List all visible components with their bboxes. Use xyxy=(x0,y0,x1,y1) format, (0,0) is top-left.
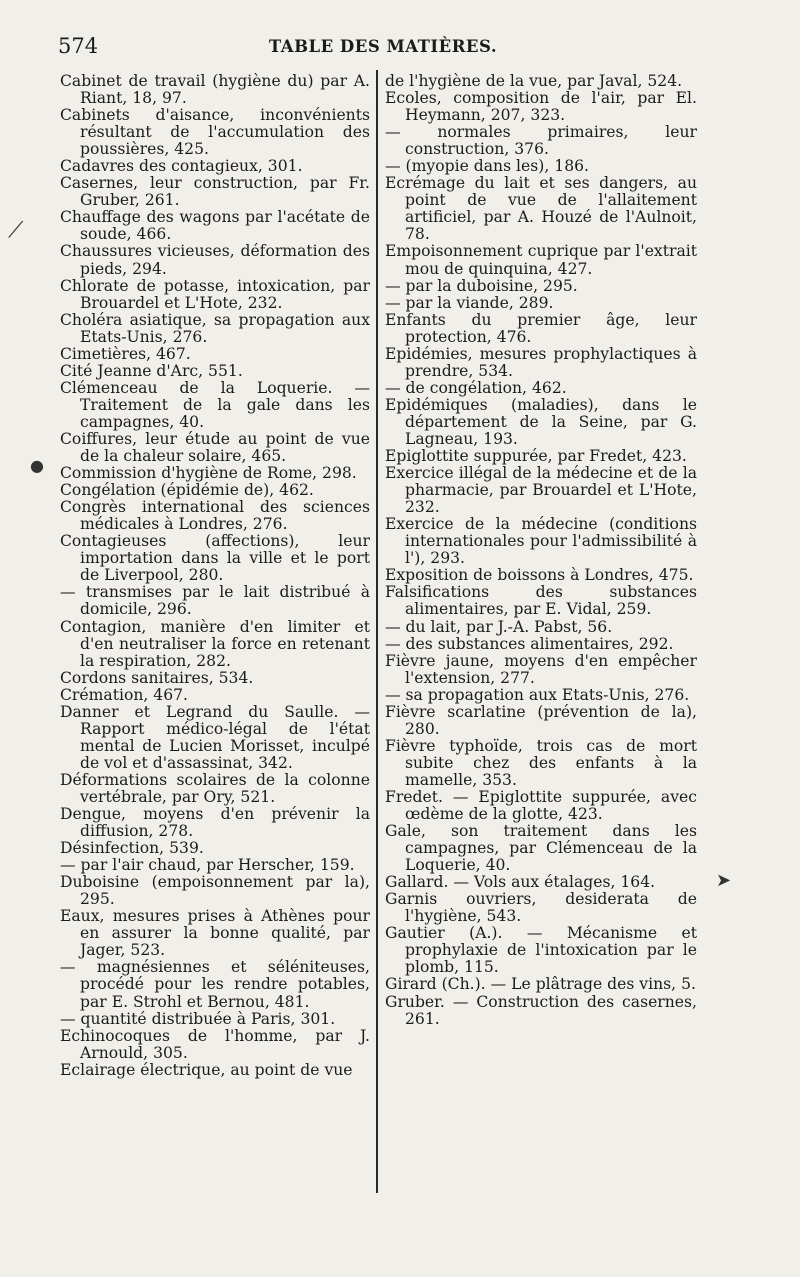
page-number: 574 xyxy=(58,34,99,58)
index-entry: de l'hygiène de la vue, par Javal, 524. xyxy=(385,73,683,90)
index-entry: Dengue, moyens d'en prévenir la diffusion, 278. xyxy=(60,805,370,841)
index-entry: Chaussures vicieuses, déformation des pieds, 294. xyxy=(60,242,370,278)
running-title: TABLE DES MATIÈRES. xyxy=(268,37,498,56)
index-column-left xyxy=(60,73,370,1221)
index-entry: Gruber. — Construction des casernes, 261. xyxy=(385,992,697,1028)
index-entry: — du lait, par J.-A. Pabst, 56. xyxy=(385,617,613,636)
index-entry: — magnésiennes et séléniteuses, procédé pour les rendre potables, par E. Strohl et Bernou, 481. xyxy=(60,958,370,1011)
index-entry: Cabinets d'aisance, inconvénients résultant de l'accumulation des poussières, 425. xyxy=(60,106,370,159)
index-entry: Cabinet de travail (hygiène du) par A. Riant, 18, 97. xyxy=(60,73,370,108)
index-entry: Garnis ouvriers, desiderata de l'hygiène, 543. xyxy=(385,890,697,926)
index-entry: Casernes, leur construction, par Fr. Gruber, 261. xyxy=(60,174,370,210)
index-entry: — par la duboisine, 295. xyxy=(385,276,578,295)
index-entry: Choléra asiatique, sa propagation aux Etats-Unis, 276. xyxy=(60,310,370,346)
index-entry: Girard (Ch.). — Le plâtrage des vins, 5. xyxy=(385,975,696,994)
index-entry: Coiffures, leur étude au point de vue de la chaleur solaire, 465. xyxy=(60,429,370,466)
index-entry: — quantité distribuée à Paris, 301. xyxy=(60,1009,336,1028)
index-entry: Fredet. — Epiglottite suppurée, avec œdème de la glotte, 423. xyxy=(385,787,697,824)
index-entry: Fièvre scarlatine (prévention de la), 280. xyxy=(385,702,697,738)
index-entry: Eaux, mesures prises à Athènes pour en assurer la bonne qualité, par Jager, 523. xyxy=(60,907,370,960)
index-entry: Clémenceau de la Loquerie. — Traitement de la gale dans les campagnes, 40. xyxy=(60,378,370,431)
index-entry: Cité Jeanne d'Arc, 551. xyxy=(60,361,243,380)
index-entry: — des substances alimentaires, 292. xyxy=(385,634,674,653)
index-entry: Empoisonnement cuprique par l'extrait mou de quinquina, 427. xyxy=(385,242,697,278)
index-column-right xyxy=(385,73,697,1221)
index-entry: Enfants du premier âge, leur protection, 476. xyxy=(385,310,697,346)
index-entry: Cordons sanitaires, 534. xyxy=(60,668,254,687)
index-entry: Fièvre jaune, moyens d'en empêcher l'extension, 277. xyxy=(385,651,697,687)
index-entry: Commission d'hygiène de Rome, 298. xyxy=(60,464,357,483)
index-entry: Eclairage électrique, au point de vue xyxy=(60,1060,353,1079)
index-entry: Chauffage des wagons par l'acétate de soude, 466. xyxy=(60,208,370,244)
margin-dot-mark: ● xyxy=(30,456,44,475)
index-entry: Gallard. — Vols aux étalages, 164. xyxy=(385,873,656,892)
index-entry: — (myopie dans les), 186. xyxy=(385,157,589,176)
index-entry: — normales primaires, leur construction, 376. xyxy=(385,123,697,159)
index-entry: Epiglottite suppurée, par Fredet, 423. xyxy=(385,447,687,466)
index-entry: Crémation, 467. xyxy=(60,685,189,704)
index-entry: Contagieuses (affections), leur importation dans la ville et le port de Liverpool, 280. xyxy=(60,532,370,585)
index-entry: Exercice illégal de la médecine et de la pharmacie, par Brouardel et L'Hote, 232. xyxy=(385,464,697,517)
index-entry: Gautier (A.). — Mécanisme et prophylaxie de l'intoxication par le plomb, 115. xyxy=(385,924,697,977)
index-entry: — par l'air chaud, par Herscher, 159. xyxy=(60,856,355,875)
index-entry: Fièvre typhoïde, trois cas de mort subite chez des enfants à la mamelle, 353. xyxy=(385,736,697,789)
margin-pencil-mark: ⟋ xyxy=(8,218,24,243)
index-entry: — de congélation, 462. xyxy=(385,378,567,397)
margin-arrow-mark: ➤ xyxy=(716,870,732,891)
index-entry: Cimetières, 467. xyxy=(60,344,191,363)
index-entry: Echinocoques de l'homme, par J. Arnould, 305. xyxy=(60,1026,370,1062)
index-entry: Epidémiques (maladies), dans le département de la Seine, par G. Lagneau, 193. xyxy=(385,395,697,448)
index-entry: Epidémies, mesures prophylactiques à prendre, 534. xyxy=(385,344,697,380)
index-entry: Duboisine (empoisonnement par la), 295. xyxy=(60,873,370,909)
index-entry: — transmises par le lait distribué à domicile, 296. xyxy=(60,583,370,619)
index-entry: Cadavres des contagieux, 301. xyxy=(60,157,303,176)
index-entry: Ecrémage du lait et ses dangers, au point de vue de l'allaitement artificiel, par A. Houzé de l'Aulnoit, 78. xyxy=(385,174,697,244)
index-entry: Gale, son traitement dans les campagnes, par Clémenceau de la Loquerie, 40. xyxy=(385,822,697,875)
index-entry: Déformations scolaires de la colonne vertébrale, par Ory, 521. xyxy=(60,770,370,806)
index-entry: Danner et Legrand du Saulle. — Rapport médico-légal de l'état mental de Lucien Morisset, inculpé de vol et d'assassinat, 342. xyxy=(60,702,370,772)
index-entry: Congrès international des sciences médicales à Londres, 276. xyxy=(60,498,370,534)
index-entry: — par la viande, 289. xyxy=(385,293,554,312)
index-entry: Exercice de la médecine (conditions internationales pour l'admissibilité à l'), 293. xyxy=(385,515,697,568)
page-header xyxy=(58,34,708,64)
index-entry: Contagion, manière d'en limiter et d'en neutraliser la force en retenant la respiration, 282. xyxy=(60,617,370,670)
index-entry: Ecoles, composition de l'air, par El. Heymann, 207, 323. xyxy=(385,89,697,125)
index-entry: — sa propagation aux Etats-Unis, 276. xyxy=(385,685,690,704)
index-entry: Désinfection, 539. xyxy=(60,839,204,858)
column-divider xyxy=(376,70,378,1193)
index-entry: Chlorate de potasse, intoxication, par Brouardel et L'Hote, 232. xyxy=(60,276,370,312)
index-entry: Congélation (épidémie de), 462. xyxy=(60,481,314,500)
index-entry: Falsifications des substances alimentaires, par E. Vidal, 259. xyxy=(385,583,697,619)
index-entry: Exposition de boissons à Londres, 475. xyxy=(385,566,694,585)
